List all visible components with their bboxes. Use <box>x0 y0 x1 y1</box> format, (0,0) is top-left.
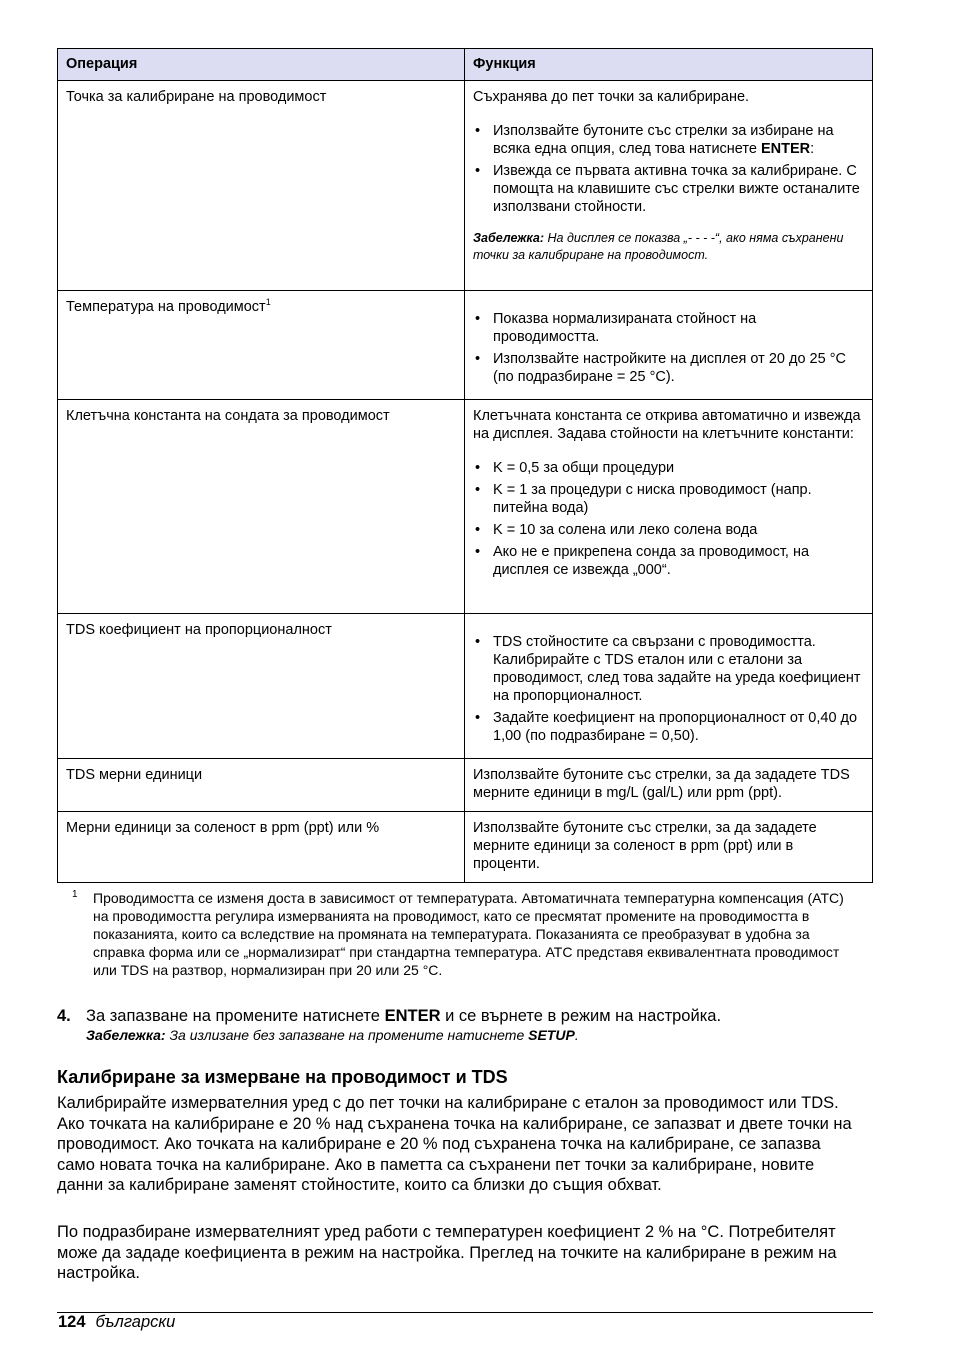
settings-table <box>57 48 873 883</box>
function-cell <box>465 291 873 400</box>
section-heading: Калибриране за измерване на проводимост и TDS <box>57 1067 508 1087</box>
page-footer <box>58 1312 175 1332</box>
function-intro: Клетъчната константа се открива автоматично и извежда на дисплея. Задава стойности на клетъчните константи: <box>473 408 861 442</box>
function-cell <box>465 614 873 759</box>
bullet-text: Използвайте бутоните със стрелки за избиране на всяка една опция, след това натиснете <box>493 123 834 157</box>
function-cell <box>465 400 873 614</box>
key-name: ENTER <box>760 141 811 157</box>
step-note <box>86 1026 579 1044</box>
operation-cell: TDS коефициент на пропорционалност <box>58 614 465 759</box>
list-item: • TDS стойностите са свързани с проводимостта. Калибрирайте с TDS еталон или с еталони за проводимост, след това задайте на уреда коефициент на пропорционалност. <box>473 633 864 705</box>
note <box>473 230 864 264</box>
table-header-row <box>58 49 873 81</box>
bullet-list <box>473 459 864 579</box>
operation-cell: TDS мерни единици <box>58 759 465 812</box>
list-item: • Показва нормализираната стойност на проводимостта. <box>473 310 864 346</box>
step-text: За запазване на промените натиснете <box>86 1007 385 1025</box>
footnote-mark: 1 <box>72 889 78 900</box>
key-name: ENTER <box>384 1007 441 1025</box>
list-item: • Използвайте настройките на дисплея от 20 до 25 °C (по подразбиране = 25 °C). <box>473 350 864 386</box>
page-number: 124 <box>58 1313 86 1331</box>
function-cell <box>465 81 873 291</box>
function-cell: Използвайте бутоните със стрелки, за да зададете TDS мерните единици в mg/L (gal/L) или ppm (ppt). <box>465 759 873 812</box>
list-item: • Ако не е прикрепена сонда за проводимост, на дисплея се извежда „000“. <box>473 543 864 579</box>
operation-cell: Точка за калибриране на проводимост <box>58 81 465 291</box>
note-text-end: . <box>574 1027 579 1043</box>
operation-cell: Мерни единици за соленост в ppm (ppt) или % <box>58 812 465 883</box>
operation-text: Температура на проводимост <box>66 299 266 315</box>
list-item <box>473 122 864 158</box>
header-operation: Операция <box>58 49 465 81</box>
note-label: Забележка: <box>86 1027 166 1043</box>
header-function: Функция <box>465 49 873 81</box>
procedure-step <box>57 1006 857 1026</box>
list-item: • Задайте коефициент на пропорционалност от 0,40 до 1,00 (по подразбиране = 0,50). <box>473 709 864 745</box>
table-row <box>58 81 873 291</box>
paragraph: По подразбиране измервателният уред работи с температурен коефициент 2 % на °C. Потребителят може да зададе коефициента в режим на настройка. Преглед на точките на калибриране в режим на настройка. <box>57 1223 837 1282</box>
note-text: За излизане без запазване на промените натиснете <box>165 1027 529 1043</box>
operation-cell <box>58 291 465 400</box>
bullet-list <box>473 122 864 216</box>
bullet-text-end: : <box>810 141 815 157</box>
paragraph: Калибрирайте измервателния уред с до пет точки на калибриране с еталон за проводимост или TDS. Ако точката на калибриране е 20 % над съхранена точка на калибриране, се запазват и двете точки на проводимост. Ако точката на калибриране е 20 % под съхранена точка на калибриране, се запазва само новата точка на калибриране. Ако в паметта са съхранени пет точки за калибриране, новите данни за калибриране заменят стойностите, които са близки до същия обхват. <box>57 1094 852 1194</box>
footnote-text: Проводимостта се изменя доста в зависимост от температурата. Автоматичната температурна компенсация (ATC) на проводимостта регулира измерванията на проводимост, като се пресмятат промените на проводимостта в показанията, които са вследствие на промяната на температурата. Показанията се преобразуват в удобна за справка форма или се „нормализират“ при стандартна температура. ATC представя еквивалентната проводимост или TDS на разтвор, нормализиран при 20 или 25 °C. <box>93 890 844 978</box>
note-text: На дисплея се показва „- - - -“, ако няма съхранени точки за калибриране на проводимост. <box>473 231 844 262</box>
operation-cell: Клетъчна константа на сондата за проводимост <box>58 400 465 614</box>
list-item: • K = 1 за процедури с ниска проводимост (напр. питейна вода) <box>473 481 864 517</box>
table-row <box>58 400 873 614</box>
function-cell: Използвайте бутоните със стрелки, за да зададете мерните единици за соленост в ppm (ppt) или в проценти. <box>465 812 873 883</box>
footer-divider <box>57 1312 873 1313</box>
footnote-ref: 1 <box>265 297 271 308</box>
step-text-end: и се върнете в режим на настройка. <box>440 1007 722 1025</box>
table-row <box>58 614 873 759</box>
list-item: • K = 0,5 за общи процедури <box>473 459 864 477</box>
table-row <box>58 291 873 400</box>
list-item: • Извежда се първата активна точка за калибриране. С помощта на клавишите със стрелки вижте останалите използвани стойности. <box>473 162 864 216</box>
bullet-list <box>473 310 864 386</box>
bullet-list <box>473 633 864 745</box>
table-row <box>58 759 873 812</box>
footer-language: български <box>95 1313 176 1331</box>
step-number: 4. <box>57 1007 71 1025</box>
function-intro: Съхранява до пет точки за калибриране. <box>473 89 750 105</box>
note-label: Забележка: <box>473 231 545 245</box>
list-item: • K = 10 за солена или леко солена вода <box>473 521 864 539</box>
key-name: SETUP <box>528 1027 575 1043</box>
footnote <box>73 889 853 979</box>
table-row <box>58 812 873 883</box>
